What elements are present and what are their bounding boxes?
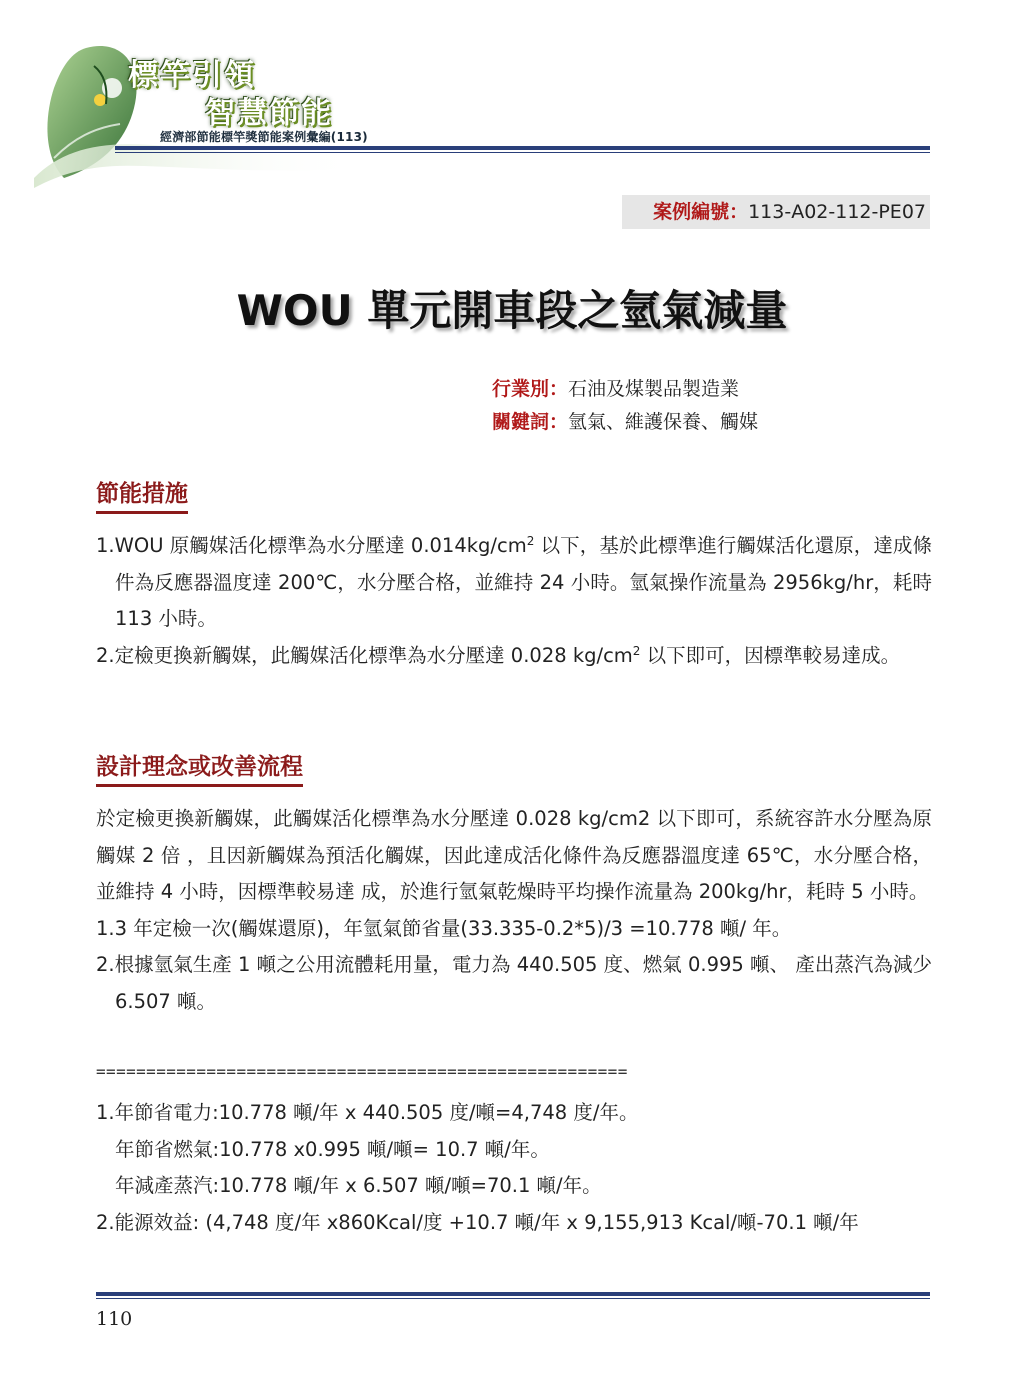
measures-item-1-text-a: 1.WOU 原觸媒活化標準為水分壓達 0.014kg/cm [96,534,527,557]
measures-item-2-text-a: 2.定檢更換新觸媒，此觸媒活化標準為水分壓達 0.028 kg/cm [96,643,633,667]
case-number-box [622,195,930,229]
design-item-2: 2.根據氫氣生產 1 噸之公用流體耗用量，電力為 440.505 度、燃氣 0.995 噸、 產出蒸汽為減少 6.507 噸。 [96,953,932,1013]
footer-rule [96,1292,930,1296]
superscript: 2 [632,643,641,658]
industry-value: 石油及煤製品製造業 [568,378,740,400]
measures-item-1 [96,528,932,638]
page-title: WOU 單元開車段之氫氣減量 [236,286,788,335]
industry-row [492,374,739,404]
header-rule-thin [115,152,930,153]
section-heading-measures: 節能措施 [96,475,188,514]
measures-body [96,528,932,674]
calc-line-4: 2.能源效益: (4,748 度/年 x860Kcal/度 +10.7 噸/年 x 9,155,913 Kcal/噸-70.1 噸/年 [96,1210,859,1234]
page-number: 110 [96,1308,133,1330]
footer-rule-thin [96,1298,930,1299]
design-body [96,801,932,1020]
calc-line-2: 年節省燃氣:10.778 x0.995 噸/噸= 10.7 噸/年。 [115,1137,550,1161]
equals-divider: ===================================================== [96,1062,628,1081]
slogan-line-2: 智慧節能 [205,96,333,131]
case-number-value: 113-A02-112-PE07 [748,201,926,223]
design-item-1: 1.3 年定檢一次(觸媒還原)，年氫氣節省量(33.335-0.2*5)/3 =10.778 噸/ 年。 [96,916,792,940]
calc-line-3: 年減產蒸汽:10.778 噸/年 x 6.507 噸/噸=70.1 噸/年。 [115,1174,602,1197]
industry-label: 行業別： [492,378,569,400]
keywords-label: 關鍵詞： [492,411,569,433]
measures-item-2-text-b: 以下即可，因標準較易達成。 [640,643,901,667]
case-number-label: 案例編號： [653,201,749,223]
header-rule [115,146,930,150]
calculation-body [96,1095,932,1241]
superscript: 2 [526,533,535,548]
header-subtitle: 經濟部節能標竿獎節能案例彙編(113) [160,130,368,144]
keywords-value: 氫氣、維護保養、觸媒 [568,411,759,433]
measures-item-2 [96,638,932,675]
section-heading-design: 設計理念或改善流程 [96,748,303,787]
design-paragraph: 於定檢更換新觸媒，此觸媒活化標準為水分壓達 0.028 kg/cm2 以下即可，系統容許水分壓為原觸媒 2 倍 ，且因新觸媒為預活化觸媒，因此達成活化條件為反應器溫度達 65℃，水分壓合格，並維持 4 小時，因標準較易達 成，於進行氫氣乾燥時平均操作流量為 200kg/hr，耗時 5 小時。 [96,807,932,903]
calc-line-1: 1.年節省電力:10.778 噸/年 x 440.505 度/噸=4,748 度/年。 [96,1101,639,1124]
slogan-line-1: 標竿引領 [128,58,256,93]
measures-item-1-text-b: 以下，基於此標準進行觸媒活化還原，達成條件為反應器溫度達 200℃，水分壓合格，並維持 24 小時。氫氣操作流量為 2956kg/hr，耗時 113 小時。 [115,534,932,630]
keywords-row [492,407,758,437]
